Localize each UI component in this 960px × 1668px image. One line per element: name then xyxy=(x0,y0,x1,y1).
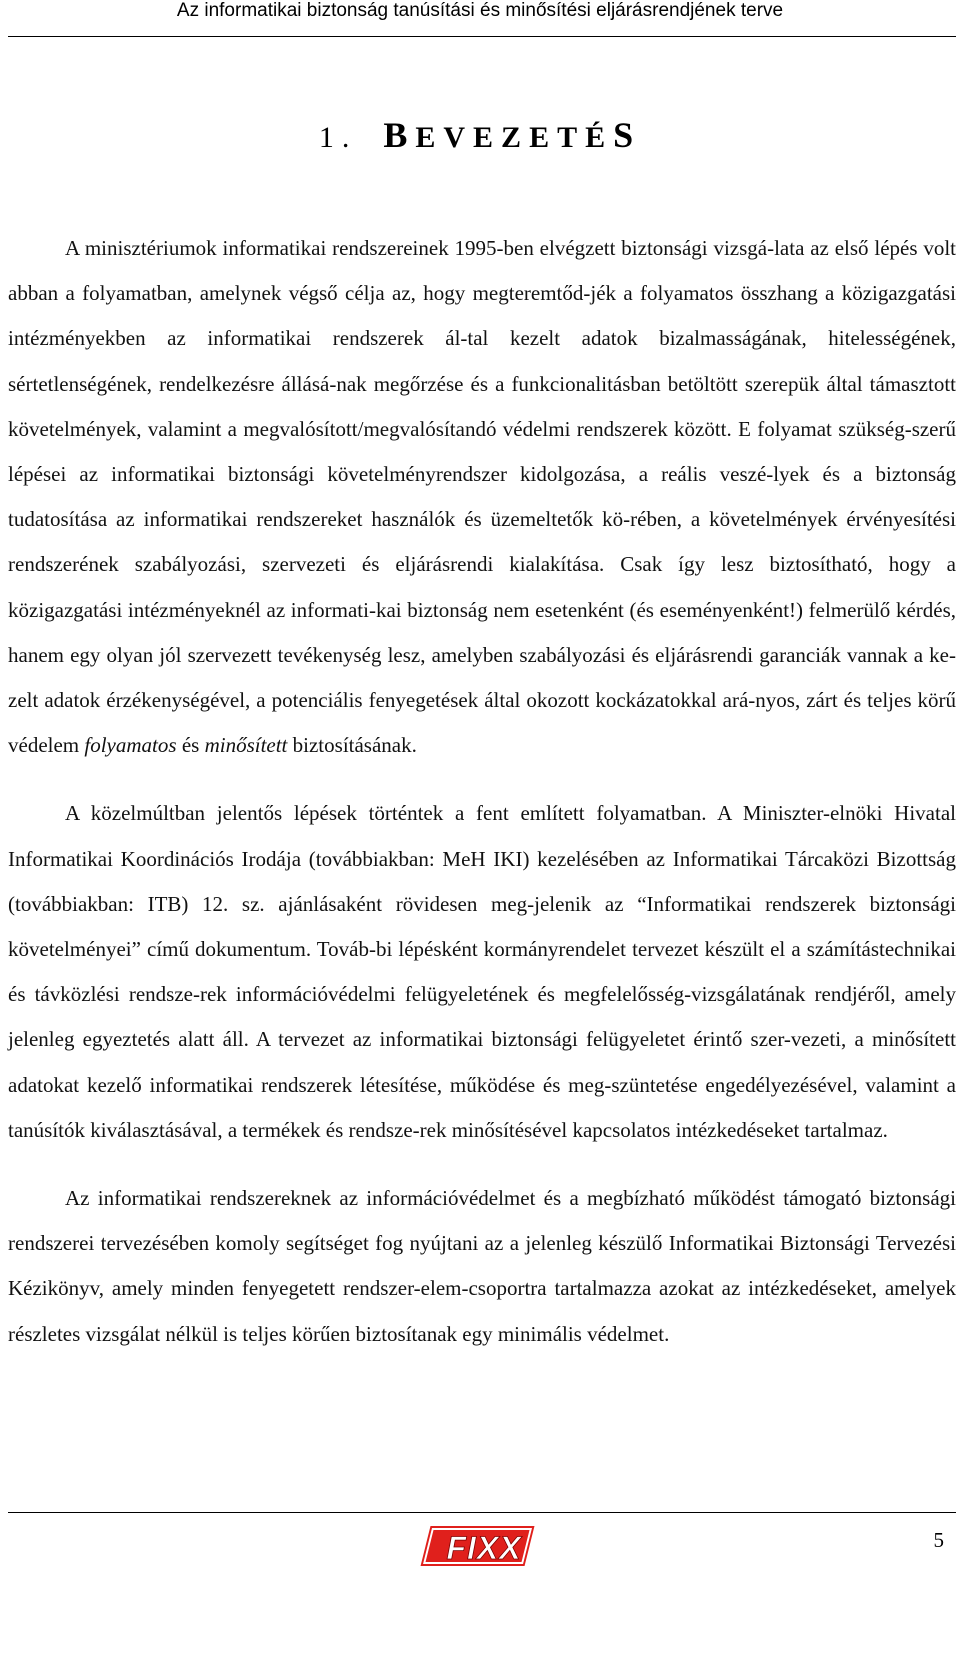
chapter-title xyxy=(0,114,960,156)
paragraph-2: A közelmúltban jelentős lépések történtek a fent említett folyamatban. A Miniszter-elnöki Hivatal Informatikai Koordinációs Irodája (továbbiakban: MeH IKI) kezelésében az Informatikai Tárcaközi Bizottság (továbbiakban: ITB) 12. sz. ajánlásaként rövidesen meg-jelenik az “Informatikai rendszerek biztonsági követelményei” című dokumentum. Továb-bi lépésként kormányrendelet tervezet készült el a számítástechnikai és távközlési rendsze-rek információvédelmi felügyeletének és megfelelősség-vizsgálatának rendjéről, amely jelenleg egyeztetés alatt áll. A tervezet az informatikai biztonsági felügyeletet érintő szer-vezeti, a minősített adatokat kezelő informatikai rendszerek létesítése, működése és meg-szüntetése engedélyezésével, valamint a tanúsítók kiválasztásával, a termékek és rendsze-rek minősítésével kapcsolatos intézkedéseket tartalmaz. xyxy=(8,801,956,1142)
chapter-title-rest: EVEZETÉ xyxy=(415,121,614,154)
paragraph-3: Az informatikai rendszereknek az információvédelmet és a megbízható működést támogató biztonsági rendszerei tervezésében komoly segítséget fog nyújtani az a jelenleg készülő Informatikai Biztonsági Tervezési Kézikönyv, amely minden fenyegetett rendszer-elem-csoportra tartalmazza azokat az intézkedéseket, amelyek részletes vizsgálat nélkül is teljes körűen biztosítanak egy minimális védelmet. xyxy=(8,1186,956,1346)
emphasis-minositett: minősített xyxy=(204,733,288,758)
chapter-title-initial: B xyxy=(383,115,416,155)
footer-rule xyxy=(8,1512,956,1513)
fixx-logo xyxy=(418,1520,538,1572)
paragraph-1-text: A minisztériumok informatikai rendszereinek 1995-ben elvégzett biztonsági vizsgá-lata az első lépés volt abban a folyamatban, amelynek végső célja az, hogy megteremtőd-jék a folyamatos összhang a közigazgatási intézményekben az informatikai rendszerek ál-tal kezelt adatok bizalmasságának, hitelességének, sértetlenségének, rendelkezésre állásá-nak megőrzése és a funkcionalitásban betöltött szerepük által támasztott követelmények, valamint a megvalósított/megvalósítandó védelmi rendszerek között. E folyamat szükség-szerű lépései az informatikai biztonsági követelményrendszer kidolgozása, a reális veszé-lyek és a biztonság tudatosítása az informatikai rendszereket használók és üzemeltetők kö-rében, a követelmények érvényesítési rendszerének szabályozási, szervezeti és eljárásrendi kialakítása. Csak így lesz biztosítható, hogy a közigazgatási intézményeknél az informati-kai biztonság nem esetenként (és eseményenként!) felmerülő kérdés, hanem egy olyan jól szervezett tevékenység lesz, amelyben szabályozási és eljárásrendi garanciák vannak a ke-zelt adatok érzékenységével, a potenciális fenyegetések által okozott kockázatokkal ará-nyos, zárt és teljes körű védelem xyxy=(8,236,956,758)
paragraph-1 xyxy=(8,226,956,768)
chapter-title-final: S xyxy=(613,115,642,155)
running-header: Az informatikai biztonság tanúsítási és minősítési eljárásrendjének terve xyxy=(176,0,784,21)
page-number: 5 xyxy=(933,1528,944,1552)
emphasis-folyamatos: folyamatos xyxy=(84,733,177,758)
chapter-number: 1. xyxy=(318,121,358,154)
body-text xyxy=(8,226,956,1357)
header-rule xyxy=(8,36,956,37)
paragraph-1-end: biztosításának. xyxy=(292,733,417,758)
paragraph-1-and: és xyxy=(181,733,200,758)
logo-text: FIXX xyxy=(446,1530,522,1566)
